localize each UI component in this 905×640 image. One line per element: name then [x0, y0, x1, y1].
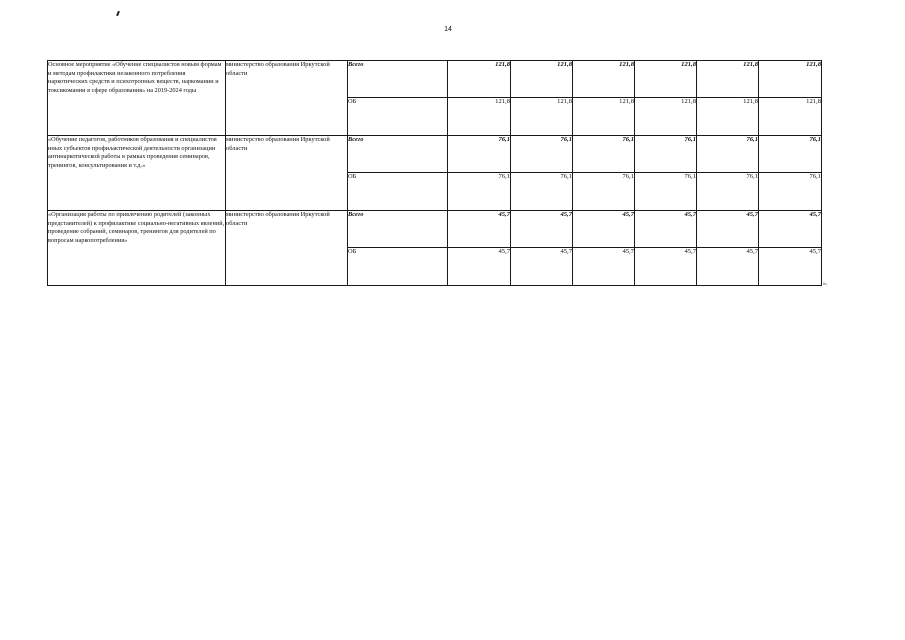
budget-table-body: [48, 61, 822, 286]
total-value-cell: 121,8: [448, 61, 511, 98]
ob-value-cell: 121,8: [759, 98, 822, 136]
ob-value-cell: 45,7: [635, 248, 697, 286]
ob-value-cell: 45,7: [573, 248, 635, 286]
table-row-total: [48, 136, 822, 173]
funding-source-ob-label: ОБ: [348, 173, 448, 211]
responsible-executor-cell: министерство образования Иркутской области: [226, 211, 348, 286]
ob-value-cell: 45,7: [697, 248, 759, 286]
total-value-cell: 45,7: [635, 211, 697, 248]
total-value-cell: 45,7: [448, 211, 511, 248]
ob-value-cell: 76,1: [635, 173, 697, 211]
activity-name-cell: Основное мероприятие «Обучение специалистов новым формам и методам профилактики незаконного потребления наркотических средств и психотропных веществ, наркомании и токсикомании в сфере образования» на 2019-2024 годы: [48, 61, 226, 136]
ob-value-cell: 121,8: [511, 98, 573, 136]
activity-name-cell: «Организация работы по привлечению родителей (законных представителей) к профилактике социально-негативных явлений, проведение собраний, семинаров, тренингов для родителей по вопросам наркопотребления»: [48, 211, 226, 286]
total-value-cell: 76,1: [511, 136, 573, 173]
scan-speck-mark: [116, 11, 120, 16]
responsible-executor-cell: министерство образования Иркутской области: [226, 61, 348, 136]
funding-source-ob-label: ОБ: [348, 248, 448, 286]
ob-value-cell: 76,1: [573, 173, 635, 211]
total-value-cell: 121,8: [697, 61, 759, 98]
table-row-total: [48, 211, 822, 248]
table-row-total: [48, 61, 822, 98]
ob-value-cell: 45,7: [759, 248, 822, 286]
ob-value-cell: 76,1: [697, 173, 759, 211]
ob-value-cell: 45,7: [511, 248, 573, 286]
activity-name-cell: «Обучение педагогов, работников образования и специалистов иных субъектов профилактической деятельности организации антинаркотической работы в рамках проведения семинаров, тренингов, консультирования и т.д.»: [48, 136, 226, 211]
total-value-cell: 76,1: [759, 136, 822, 173]
total-value-cell: 76,1: [635, 136, 697, 173]
page-number: 14: [444, 26, 452, 33]
closing-quote-mark: ».: [823, 281, 828, 287]
ob-value-cell: 76,1: [759, 173, 822, 211]
total-value-cell: 76,1: [697, 136, 759, 173]
total-value-cell: 76,1: [448, 136, 511, 173]
funding-source-total-label: Всего: [348, 211, 448, 248]
total-value-cell: 121,8: [635, 61, 697, 98]
total-value-cell: 76,1: [573, 136, 635, 173]
ob-value-cell: 121,8: [635, 98, 697, 136]
budget-table: [47, 60, 822, 286]
ob-value-cell: 45,7: [448, 248, 511, 286]
funding-source-ob-label: ОБ: [348, 98, 448, 136]
ob-value-cell: 121,8: [448, 98, 511, 136]
total-value-cell: 121,8: [573, 61, 635, 98]
total-value-cell: 121,8: [759, 61, 822, 98]
total-value-cell: 45,7: [759, 211, 822, 248]
ob-value-cell: 76,1: [448, 173, 511, 211]
responsible-executor-cell: министерство образования Иркутской области: [226, 136, 348, 211]
total-value-cell: 45,7: [697, 211, 759, 248]
ob-value-cell: 121,8: [573, 98, 635, 136]
total-value-cell: 45,7: [511, 211, 573, 248]
ob-value-cell: 76,1: [511, 173, 573, 211]
total-value-cell: 121,8: [511, 61, 573, 98]
total-value-cell: 45,7: [573, 211, 635, 248]
funding-source-total-label: Всего: [348, 136, 448, 173]
funding-source-total-label: Всего: [348, 61, 448, 98]
ob-value-cell: 121,8: [697, 98, 759, 136]
